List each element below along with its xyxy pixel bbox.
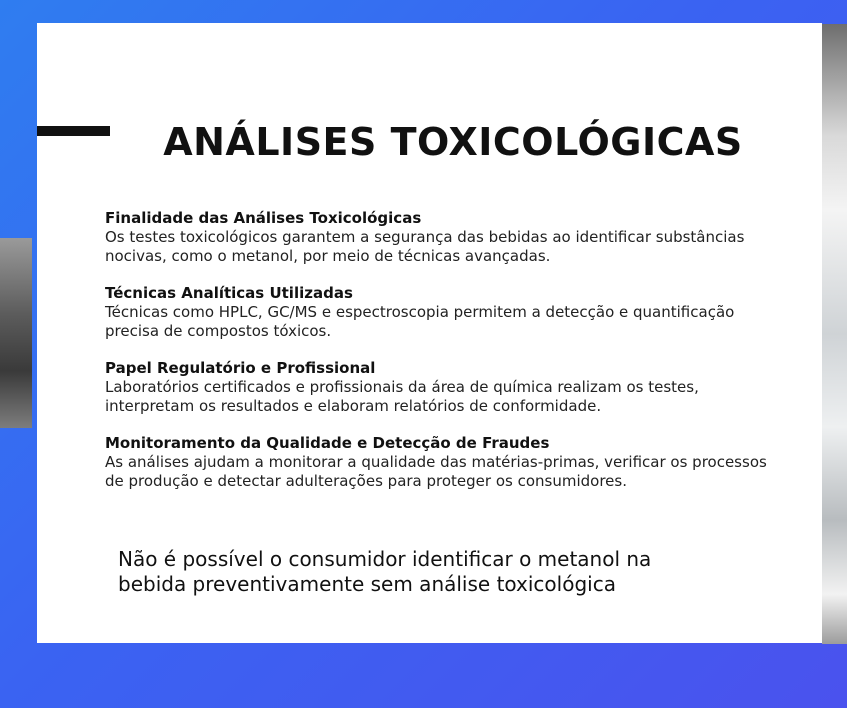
section-body: Os testes toxicológicos garantem a segurança das bebidas ao identificar substâncias nocivas, como o metanol, por meio de técnicas avançadas. xyxy=(105,228,745,265)
slide-title: ANÁLISES TOXICOLÓGICAS xyxy=(163,120,743,164)
section-monitoring xyxy=(105,434,785,491)
background-photo-left xyxy=(0,238,32,428)
section-body: Laboratórios certificados e profissionais da área de química realizam os testes, interpretam os resultados e elaboram relatórios de conformidade. xyxy=(105,378,699,415)
background-photo-right xyxy=(822,24,847,644)
section-regulatory xyxy=(105,359,785,416)
section-body: Técnicas como HPLC, GC/MS e espectroscopia permitem a detecção e quantificação precisa de compostos tóxicos. xyxy=(105,303,735,340)
section-heading: Monitoramento da Qualidade e Detecção de Fraudes xyxy=(105,434,550,452)
title-accent-bar xyxy=(37,126,110,136)
section-heading: Papel Regulatório e Profissional xyxy=(105,359,376,377)
section-heading: Técnicas Analíticas Utilizadas xyxy=(105,284,353,302)
section-heading: Finalidade das Análises Toxicológicas xyxy=(105,209,422,227)
section-body: As análises ajudam a monitorar a qualidade das matérias-primas, verificar os processos de produção e detectar adulterações para proteger os consumidores. xyxy=(105,453,767,490)
section-techniques xyxy=(105,284,785,341)
section-purpose xyxy=(105,209,785,266)
section-list xyxy=(105,209,785,509)
slide-note: Não é possível o consumidor identificar o metanol na bebida preventivamente sem análise toxicológica xyxy=(118,547,652,596)
